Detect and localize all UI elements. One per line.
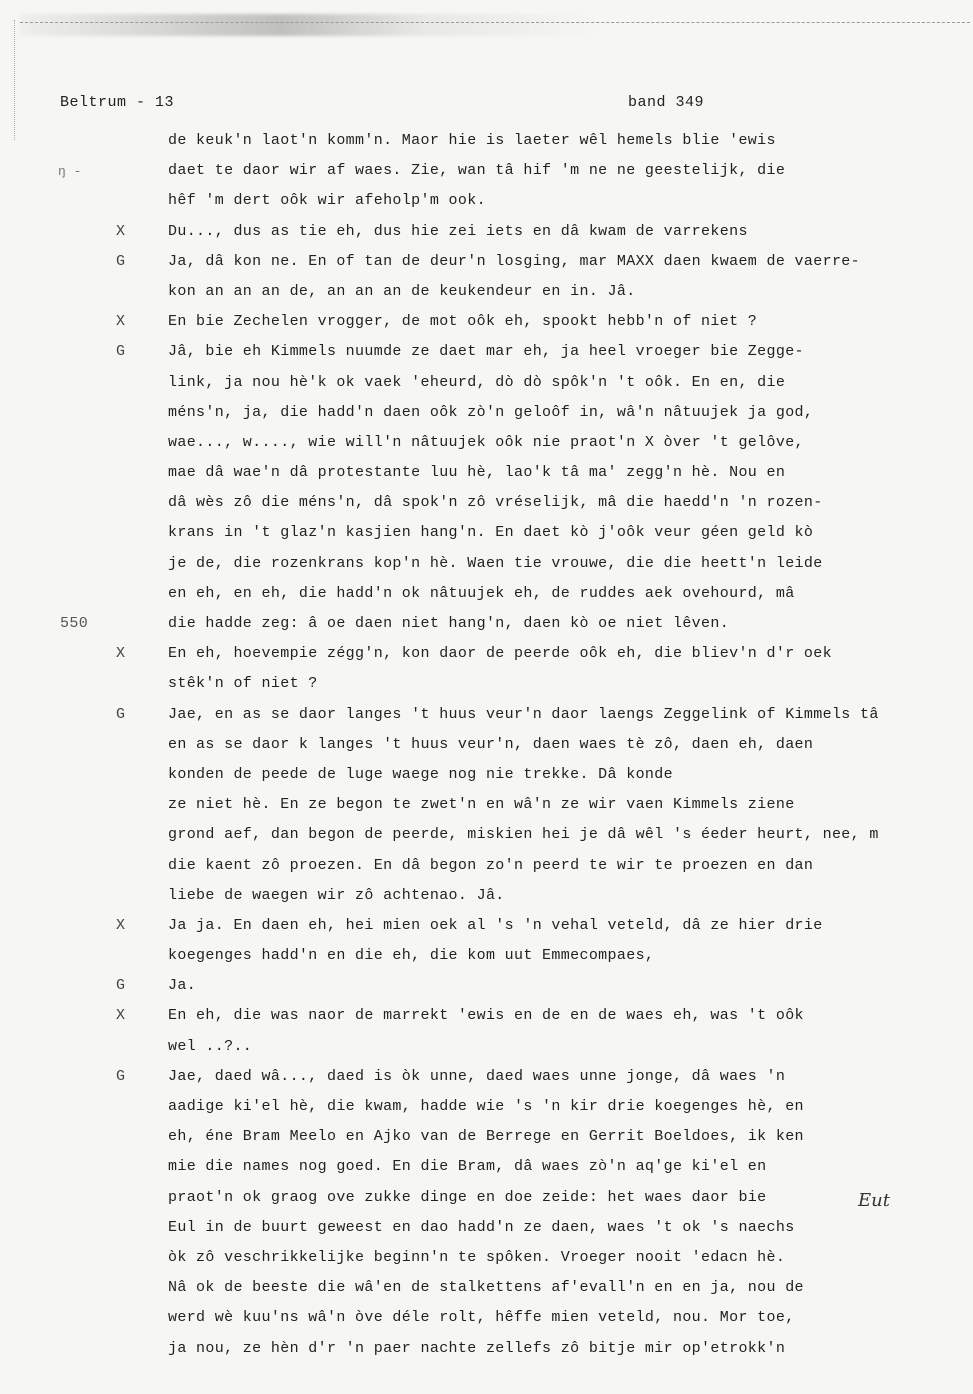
speaker-label: X	[116, 1007, 126, 1025]
transcript-line	[0, 337, 973, 367]
line-text: aadige ki'el hè, die kwam, hadde wie 's 'n kir drie koegenges hè, en	[168, 1098, 804, 1115]
line-text: eh, éne Bram Meelo en Ajko van de Berrege en Gerrit Boeldoes, ik ken	[168, 1128, 804, 1146]
transcript-line	[0, 1213, 973, 1243]
line-text: koegenges hadd'n en die eh, die kom uut Emmecompaes,	[168, 947, 655, 965]
line-text: praot'n ok graog ove zukke dinge en doe zeide: het waes daor bie	[168, 1188, 767, 1206]
line-text: stêk'n of niet ?	[168, 675, 318, 693]
line-text: Jae, en as se daor langes 't huus veur'n daor laengs Zeggelink of Kimmels tâ	[168, 705, 879, 723]
transcript-line	[0, 1092, 973, 1122]
line-text: konden de peede de luge waege nog nie trekke. Dâ konde	[168, 765, 673, 783]
transcript-line	[0, 790, 973, 820]
line-text: Ja, dâ kon ne. En of tan de deur'n losging, mar MAXX daen kwaem de vaerre-	[168, 252, 861, 270]
scan-left-edge	[14, 20, 21, 140]
handwritten-note: Eut	[858, 1190, 890, 1211]
transcript-line	[0, 881, 973, 911]
line-text: mae dâ wae'n dâ protestante luu hè, lao'k tâ ma' zegg'n hè. Nou en	[168, 464, 786, 482]
line-text: kon an an an de, an an an de keukendeur en in. Jâ.	[168, 282, 636, 300]
scan-smudge	[20, 14, 600, 36]
speaker-label: X	[116, 916, 126, 934]
line-text: Eul in de buurt geweest en dao hadd'n ze daen, waes 't ok 's naechs	[168, 1218, 795, 1236]
transcript-line	[0, 247, 973, 277]
transcript-line	[0, 518, 973, 548]
transcript-line	[0, 1243, 973, 1273]
line-text: die kaent zô proezen. En dâ begon zo'n peerd te wir te proezen en dan	[168, 856, 814, 874]
transcript-line	[0, 1062, 973, 1092]
margin-mark: ŋ -	[58, 164, 82, 179]
transcript-line	[0, 730, 973, 760]
transcript-line	[0, 549, 973, 579]
header-band-number: band 349	[628, 94, 705, 111]
speaker-label: X	[116, 313, 126, 331]
line-text: Du..., dus as tie eh, dus hie zei iets en dâ kwam de varrekens	[168, 222, 748, 240]
transcript-line	[0, 941, 973, 971]
scan-top-edge	[20, 22, 970, 24]
line-text: werd wè kuu'ns wâ'n òve déle rolt, hêffe mien veteld, nou. Mor toe,	[168, 1309, 795, 1327]
line-text: ze niet hè. En ze begon te zwet'n en wâ'n ze wir vaen Kimmels ziene	[168, 796, 795, 814]
transcript-line	[0, 1334, 973, 1364]
transcript-line	[0, 911, 973, 941]
transcript-line	[0, 368, 973, 398]
line-text: En bie Zechelen vrogger, de mot oôk eh, spookt hebb'n of niet ?	[168, 313, 758, 331]
line-text: mie die names nog goed. En die Bram, dâ waes zò'n aq'ge ki'el en	[168, 1158, 767, 1176]
line-text: òk zô veschrikkelijke beginn'n te spôken. Vroeger nooit 'edacn hè.	[168, 1248, 786, 1266]
transcript-line	[0, 820, 973, 850]
transcript-line	[0, 217, 973, 247]
transcript-line	[0, 1032, 973, 1062]
line-text: liebe de waegen wir zô achtenao. Jâ.	[168, 886, 505, 904]
line-text: dâ wès zô die méns'n, dâ spok'n zô vréselijk, mâ die haedd'n 'n rozen-	[168, 494, 823, 512]
transcript-line	[0, 1122, 973, 1152]
line-text: Jâ, bie eh Kimmels nuumde ze daet mar eh, ja heel vroeger bie Zegge-	[168, 343, 804, 361]
transcript-line	[0, 579, 973, 609]
transcript-line	[0, 307, 973, 337]
line-text: En eh, hoevempie zégg'n, kon daor de peerde oôk eh, die bliev'n d'r oek	[168, 645, 832, 663]
line-text: en as se daor k langes 't huus veur'n, daen waes tè zô, daen eh, daen	[168, 735, 814, 753]
line-text: de keuk'n laot'n komm'n. Maor hie is laeter wêl hemels blie 'ewis	[168, 132, 776, 149]
line-text: hêf 'm dert oôk wir afeholp'm ook.	[168, 192, 486, 210]
line-text: méns'n, ja, die hadd'n daen oôk zò'n geloôf in, wâ'n nâtuujek ja god,	[168, 403, 814, 421]
transcript-line	[0, 458, 973, 488]
line-text: wae..., w...., wie will'n nâtuujek oôk nie praot'n X òver 't gelôve,	[168, 433, 804, 451]
transcript-line	[0, 126, 973, 156]
transcript-line	[0, 609, 973, 639]
transcript-line	[0, 639, 973, 669]
transcript-line	[0, 1183, 973, 1213]
transcript-line	[0, 1152, 973, 1182]
speaker-label: G	[116, 977, 126, 995]
transcript-line	[0, 1303, 973, 1333]
transcript-line	[0, 669, 973, 699]
transcript-line	[0, 277, 973, 307]
line-text: Nâ ok de beeste die wâ'en de stalkettens af'evall'n en en ja, nou de	[168, 1279, 804, 1297]
line-text: krans in 't glaz'n kasjien hang'n. En daet kò j'oôk veur géen geld kò	[168, 524, 814, 542]
transcript-line	[0, 1001, 973, 1031]
line-text: daet te daor wir af waes. Zie, wan tâ hif 'm ne ne geestelijk, die	[168, 162, 786, 180]
line-text: je de, die rozenkrans kop'n hè. Waen tie vrouwe, die die heett'n leide	[168, 554, 823, 572]
transcript-line	[0, 398, 973, 428]
transcript-line	[0, 1273, 973, 1303]
line-text: grond aef, dan begon de peerde, miskien hei je dâ wêl 's éeder heurt, nee, m	[168, 826, 879, 844]
transcript-line	[0, 488, 973, 518]
transcript-line	[0, 851, 973, 881]
speaker-label: X	[116, 222, 126, 240]
line-text: ja nou, ze hèn d'r 'n paer nachte zellefs zô bitje mir op'etrokk'n	[168, 1339, 786, 1357]
line-text: Ja ja. En daen eh, hei mien oek al 's 'n vehal veteld, dâ ze hier drie	[168, 916, 823, 934]
transcript-line	[0, 971, 973, 1001]
speaker-label: G	[116, 252, 126, 270]
speaker-label: G	[116, 343, 126, 361]
line-text: link, ja nou hè'k ok vaek 'eheurd, dò dò spôk'n 't oôk. En en, die	[168, 373, 786, 391]
line-text: Jae, daed wâ..., daed is òk unne, daed waes unne jonge, dâ waes 'n	[168, 1067, 786, 1085]
header-location: Beltrum - 13	[60, 94, 175, 111]
line-text: En eh, die was naor de marrekt 'ewis en de en de waes eh, was 't oôk	[168, 1007, 804, 1025]
transcript-line	[0, 156, 973, 186]
line-text: wel ..?..	[168, 1037, 253, 1055]
margin-number: 550	[60, 615, 89, 632]
transcript-line	[0, 760, 973, 790]
speaker-label: G	[116, 1067, 126, 1085]
transcript-line	[0, 700, 973, 730]
transcript-line	[0, 428, 973, 458]
line-text: Ja.	[168, 977, 197, 995]
speaker-label: G	[116, 705, 126, 723]
speaker-label: X	[116, 645, 126, 663]
transcript-body	[0, 126, 973, 1364]
transcript-line	[0, 186, 973, 216]
page-header	[0, 94, 973, 116]
line-text: en eh, en eh, die hadd'n ok nâtuujek eh, de ruddes aek ovehourd, mâ	[168, 584, 795, 602]
line-text: die hadde zeg: â oe daen niet hang'n, daen kò oe niet lêven.	[168, 615, 730, 632]
